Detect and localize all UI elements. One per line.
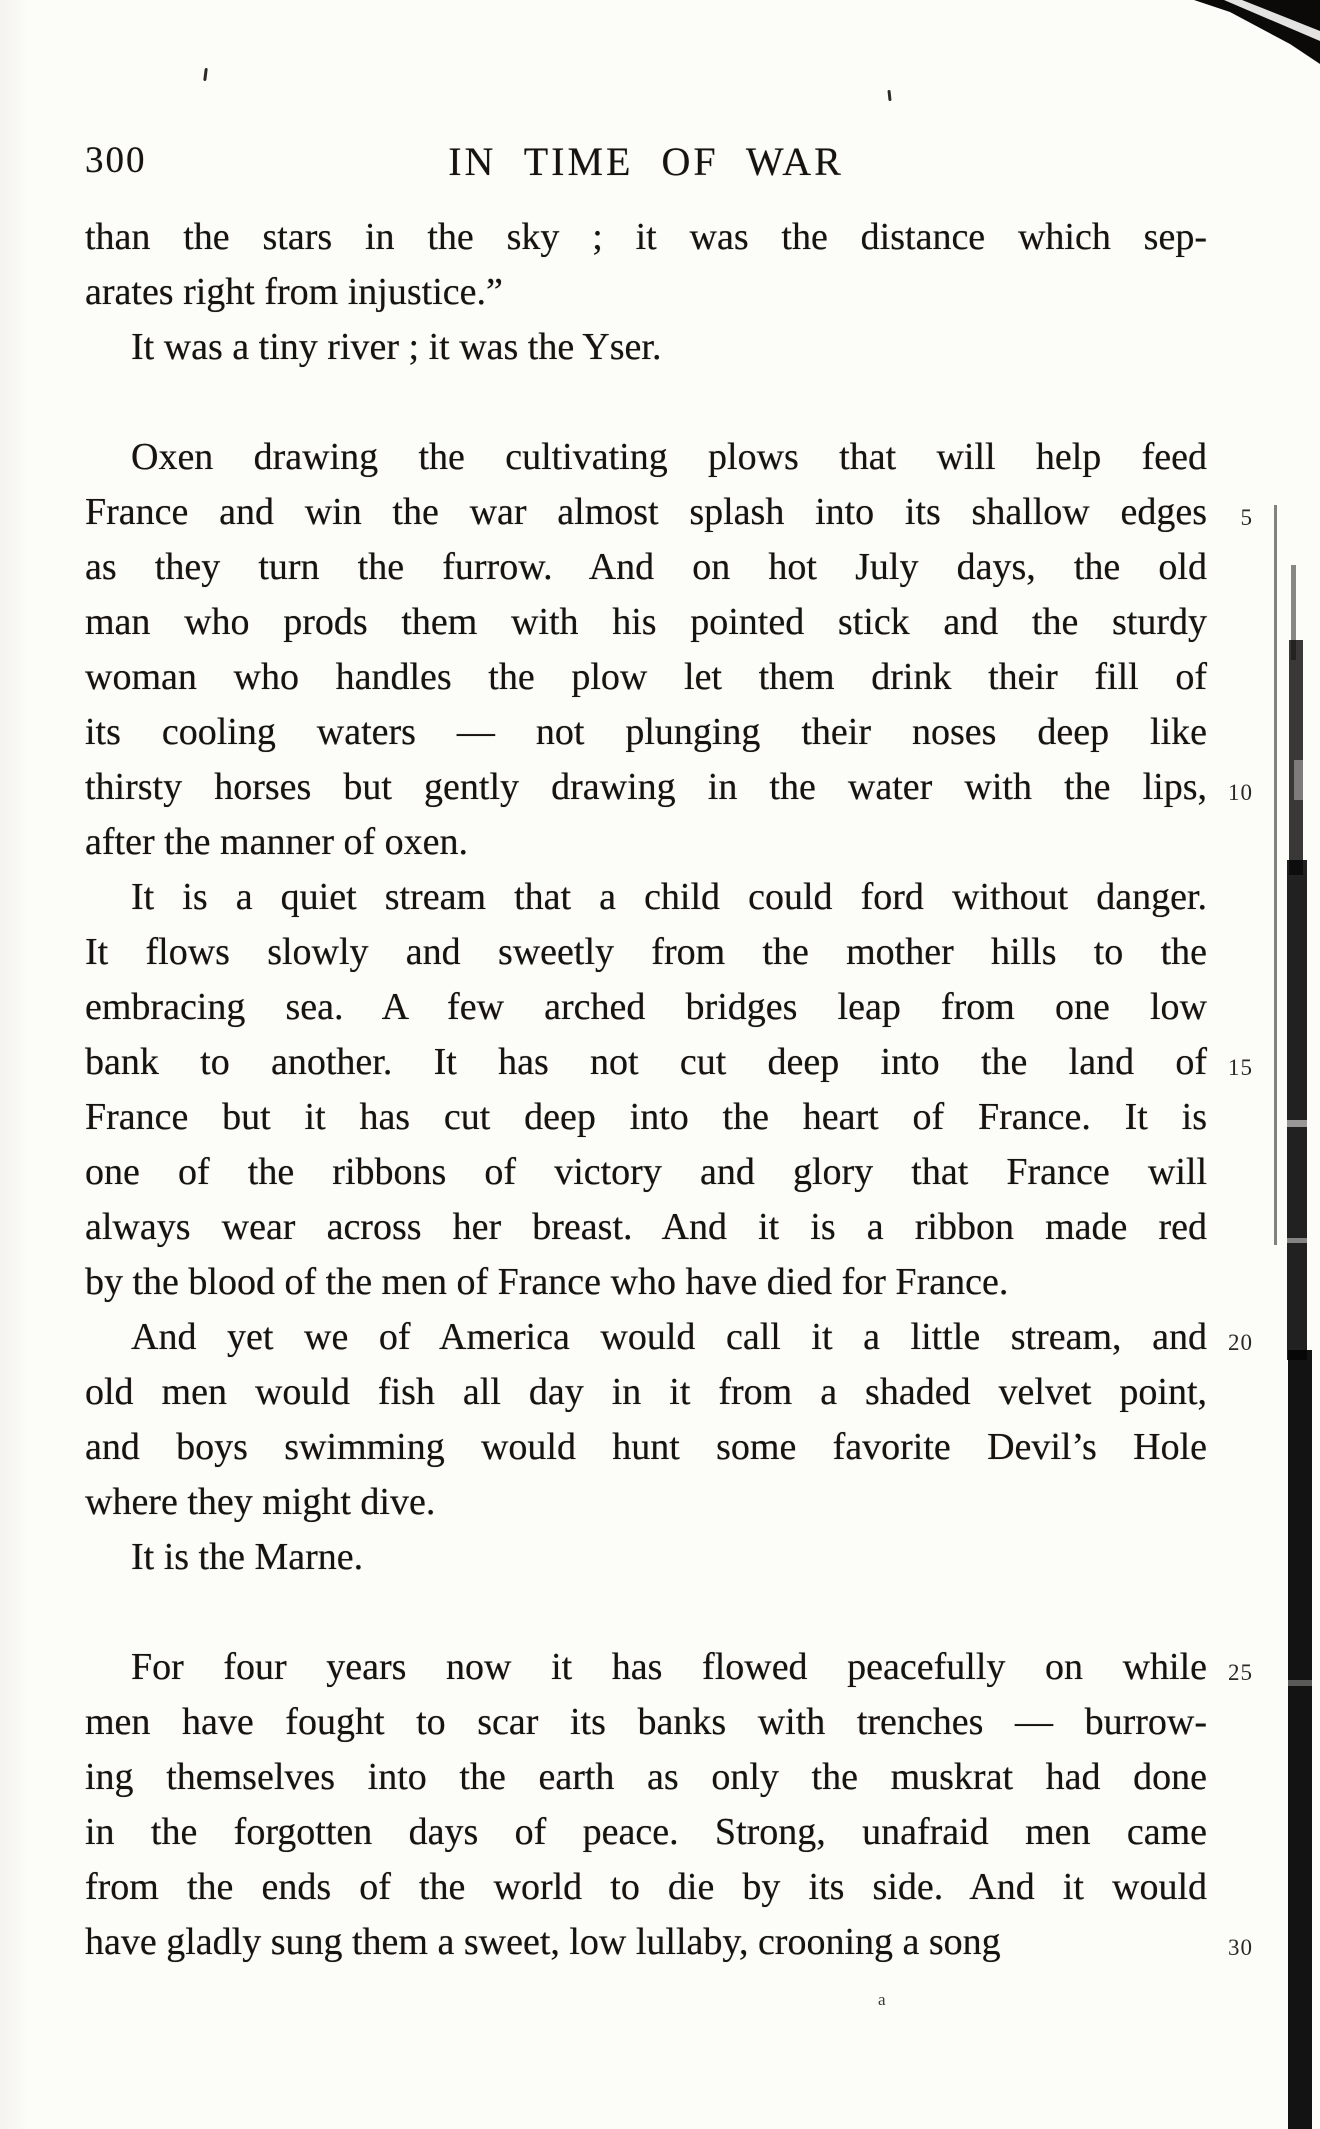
text-line-content: France but it has cut deep into the heart of France. It is — [85, 1096, 1207, 1138]
text-line — [85, 1365, 1207, 1420]
text-line — [85, 815, 1207, 870]
text-line-content: It was a tiny river ; it was the Yser. — [131, 326, 662, 368]
text-line — [85, 1805, 1207, 1860]
text-line-content: embracing sea. A few arched bridges leap from one low — [85, 986, 1207, 1028]
text-line-content: in the forgotten days of peace. Strong, unafraid men came — [85, 1811, 1207, 1853]
text-line-content: It flows slowly and sweetly from the mother hills to the — [85, 931, 1207, 973]
text-line-content: bank to another. It has not cut deep into the land of — [85, 1041, 1207, 1083]
text-line-content: have gladly sung them a sweet, low lullaby, crooning a song — [85, 1921, 1001, 1963]
text-line-content: its cooling waters — not plunging their noses deep like — [85, 711, 1207, 753]
signature-mark: a — [878, 1990, 886, 2009]
page-text — [85, 210, 1253, 1970]
text-line-content: arates right from injustice.” — [85, 271, 503, 313]
text-line-content: ing themselves into the earth as only the muskrat had done — [85, 1756, 1207, 1798]
paragraph — [85, 210, 1207, 320]
text-line-content: Oxen drawing the cultivating plows that will help feed — [131, 436, 1207, 478]
paragraph — [85, 1530, 1207, 1585]
text-line — [85, 1640, 1253, 1695]
margin-line-number: 25 — [1228, 1660, 1253, 1685]
paragraph — [85, 1310, 1253, 1530]
text-line — [85, 1475, 1207, 1530]
text-line-content: as they turn the furrow. And on hot July days, the old — [85, 546, 1207, 588]
scan-speck — [203, 68, 208, 81]
paragraph — [85, 430, 1253, 870]
text-line-content: and boys swimming would hunt some favorite Devil’s Hole — [85, 1426, 1207, 1468]
text-line — [85, 870, 1207, 925]
text-line-content: one of the ribbons of victory and glory that France will — [85, 1151, 1207, 1193]
text-line — [85, 595, 1207, 650]
text-line-content: where they might dive. — [85, 1481, 436, 1523]
text-line-content: than the stars in the sky ; it was the distance which sep- — [85, 216, 1207, 258]
margin-line-number: 5 — [1240, 505, 1253, 530]
text-line — [85, 760, 1253, 815]
text-line — [85, 705, 1207, 760]
text-line — [85, 1035, 1253, 1090]
text-line-content: men have fought to scar its banks with trenches — burrow- — [85, 1701, 1207, 1743]
paragraph — [85, 870, 1253, 1310]
text-line-content: woman who handles the plow let them drink their fill of — [85, 656, 1207, 698]
scan-speck — [887, 90, 891, 101]
text-line — [85, 1530, 1207, 1585]
margin-line-number: 20 — [1228, 1330, 1253, 1355]
text-line — [85, 210, 1207, 265]
text-line-content: old men would fish all day in it from a shaded velvet point, — [85, 1371, 1207, 1413]
text-line-content: always wear across her breast. And it is a ribbon made red — [85, 1206, 1207, 1248]
text-line-content: It is a quiet stream that a child could ford without danger. — [131, 876, 1207, 918]
text-line — [85, 540, 1207, 595]
text-line-content: For four years now it has flowed peacefully on while — [131, 1646, 1207, 1688]
page-number: 300 — [85, 140, 147, 181]
text-line — [85, 485, 1253, 540]
text-line — [85, 1200, 1207, 1255]
text-line — [85, 1420, 1207, 1475]
text-line-content: man who prods them with his pointed stick and the sturdy — [85, 601, 1207, 643]
text-line — [85, 1255, 1207, 1310]
text-line-content: thirsty horses but gently drawing in the water with the lips, — [85, 766, 1207, 808]
text-line — [85, 1695, 1207, 1750]
text-line — [85, 1915, 1253, 1970]
text-line — [85, 925, 1207, 980]
text-line-content: It is the Marne. — [131, 1536, 364, 1578]
text-line-content: France and win the war almost splash into its shallow edges — [85, 491, 1207, 533]
text-line — [85, 1310, 1253, 1365]
text-line-content: after the manner of oxen. — [85, 821, 468, 863]
margin-line-number: 10 — [1228, 780, 1253, 805]
page-header — [85, 138, 1207, 190]
scan-edge-artifact — [1260, 0, 1320, 2129]
text-line-content: by the blood of the men of France who have died for France. — [85, 1261, 1009, 1303]
text-line — [85, 1090, 1207, 1145]
text-line-content: And yet we of America would call it a little stream, and — [131, 1316, 1207, 1358]
page-header-title: IN TIME OF WAR — [448, 139, 844, 184]
text-line — [85, 1750, 1207, 1805]
text-line — [85, 265, 1207, 320]
margin-line-number: 15 — [1228, 1055, 1253, 1080]
text-line — [85, 650, 1207, 705]
paragraph — [85, 1640, 1253, 1970]
text-line-content: from the ends of the world to die by its side. And it would — [85, 1866, 1207, 1908]
text-line — [85, 320, 1207, 375]
text-line — [85, 980, 1207, 1035]
paragraph — [85, 320, 1207, 375]
text-line — [85, 1145, 1207, 1200]
text-line — [85, 1860, 1207, 1915]
text-line — [85, 430, 1207, 485]
margin-line-number: 30 — [1228, 1935, 1253, 1960]
